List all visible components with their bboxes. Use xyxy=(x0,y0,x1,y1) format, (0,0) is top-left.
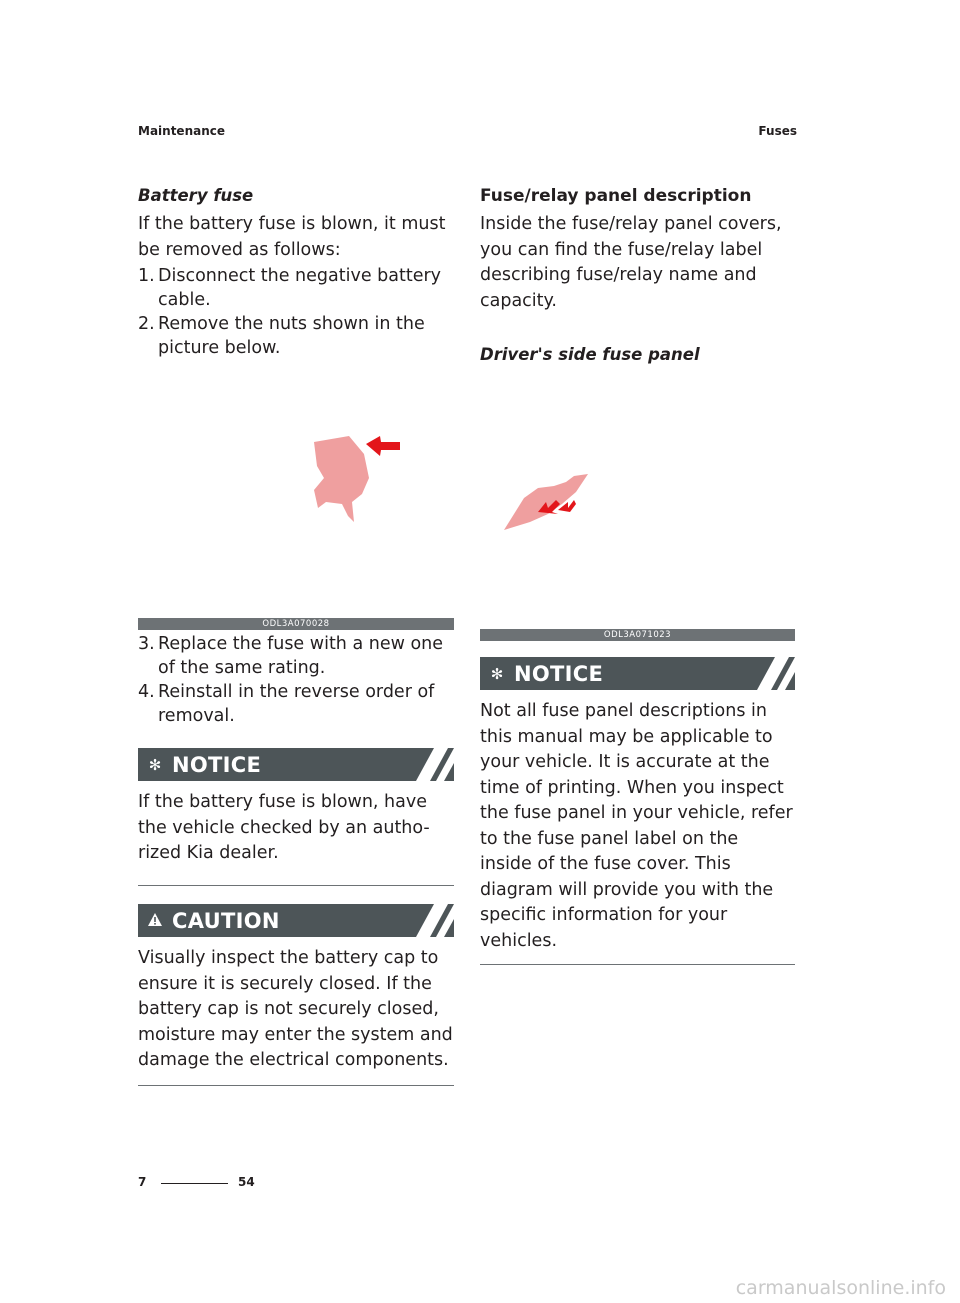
battery-fuse-illustration xyxy=(138,418,454,614)
fuse-panel-description: Inside the fuse/relay panel covers, you can find the fuse/relay label describing fuse/relay name and capacity. xyxy=(480,214,782,311)
header-section: Maintenance xyxy=(138,124,226,138)
step-item: 2. Remove the nuts shown in the picture below. xyxy=(138,314,425,358)
notice-bar xyxy=(138,748,454,781)
caution-title: CAUTION xyxy=(172,908,280,933)
battery-fuse-figure xyxy=(138,418,454,630)
battery-fuse-intro: If the battery fuse is blown, it must be removed as follows: xyxy=(138,214,446,260)
caution-text: Visually inspect the battery cap to ensure it is securely closed. If the battery cap is not securely closed, moisture may enter the system and damage the electrical components. xyxy=(138,948,453,1070)
asterisk-icon: ✻ xyxy=(148,755,162,774)
steps-list-a xyxy=(138,264,454,360)
fuse-panel-figure xyxy=(480,428,795,641)
divider xyxy=(138,885,454,886)
left-column xyxy=(138,186,454,1070)
notice-text: If the battery fuse is blown, have the vehicle checked by an autho-rized Kia dealer. xyxy=(138,792,430,863)
footer-page: 54 xyxy=(238,1175,255,1189)
footer-rule xyxy=(161,1183,228,1184)
notice-box-left xyxy=(138,748,454,886)
notice-title: NOTICE xyxy=(172,752,262,777)
step-item: 1. Disconnect the negative battery cable. xyxy=(138,266,442,310)
fuse-panel-heading: Fuse/relay panel description xyxy=(480,186,752,206)
caution-bar xyxy=(138,904,454,937)
fuse-panel-illustration xyxy=(480,428,795,625)
warning-triangle-icon xyxy=(138,912,172,930)
notice-bar xyxy=(480,657,795,690)
step-item: 4. Reinstall in the reverse order of removal. xyxy=(138,682,435,726)
divider xyxy=(138,1085,454,1086)
caution-box-left xyxy=(138,904,454,1086)
footer-chapter: 7 xyxy=(138,1175,147,1189)
stripes-icon xyxy=(406,748,454,781)
battery-fuse-heading: Battery fuse xyxy=(138,186,254,205)
drivers-side-heading: Driver's side fuse panel xyxy=(480,345,700,364)
notice-text: Not all fuse panel descriptions in this manual may be applicable to your vehicle. It is accurate at the time of printing. When you inspect the fuse panel in your vehicle, refer to the fuse panel label on the inside of the fuse cover. This diagram will provide you with the specific information for your vehicles. xyxy=(480,701,793,951)
header-topic: Fuses xyxy=(758,124,797,138)
right-column xyxy=(480,186,795,951)
notice-title: NOTICE xyxy=(514,661,604,686)
figure-caption: ODL3A070028 xyxy=(138,618,454,630)
battery-fuse-highlight xyxy=(314,436,369,522)
watermark: carmanualsonline.info xyxy=(735,1277,946,1299)
divider xyxy=(480,964,795,965)
stripes-icon xyxy=(406,904,454,937)
stripes-icon xyxy=(747,657,795,690)
figure-caption: ODL3A071023 xyxy=(480,629,795,641)
asterisk-icon: ✻ xyxy=(490,664,504,683)
arrow-icon xyxy=(366,436,400,456)
steps-list-b xyxy=(138,632,454,728)
notice-box-right xyxy=(480,657,795,965)
step-item: 3. Replace the fuse with a new one of the same rating. xyxy=(138,634,444,678)
